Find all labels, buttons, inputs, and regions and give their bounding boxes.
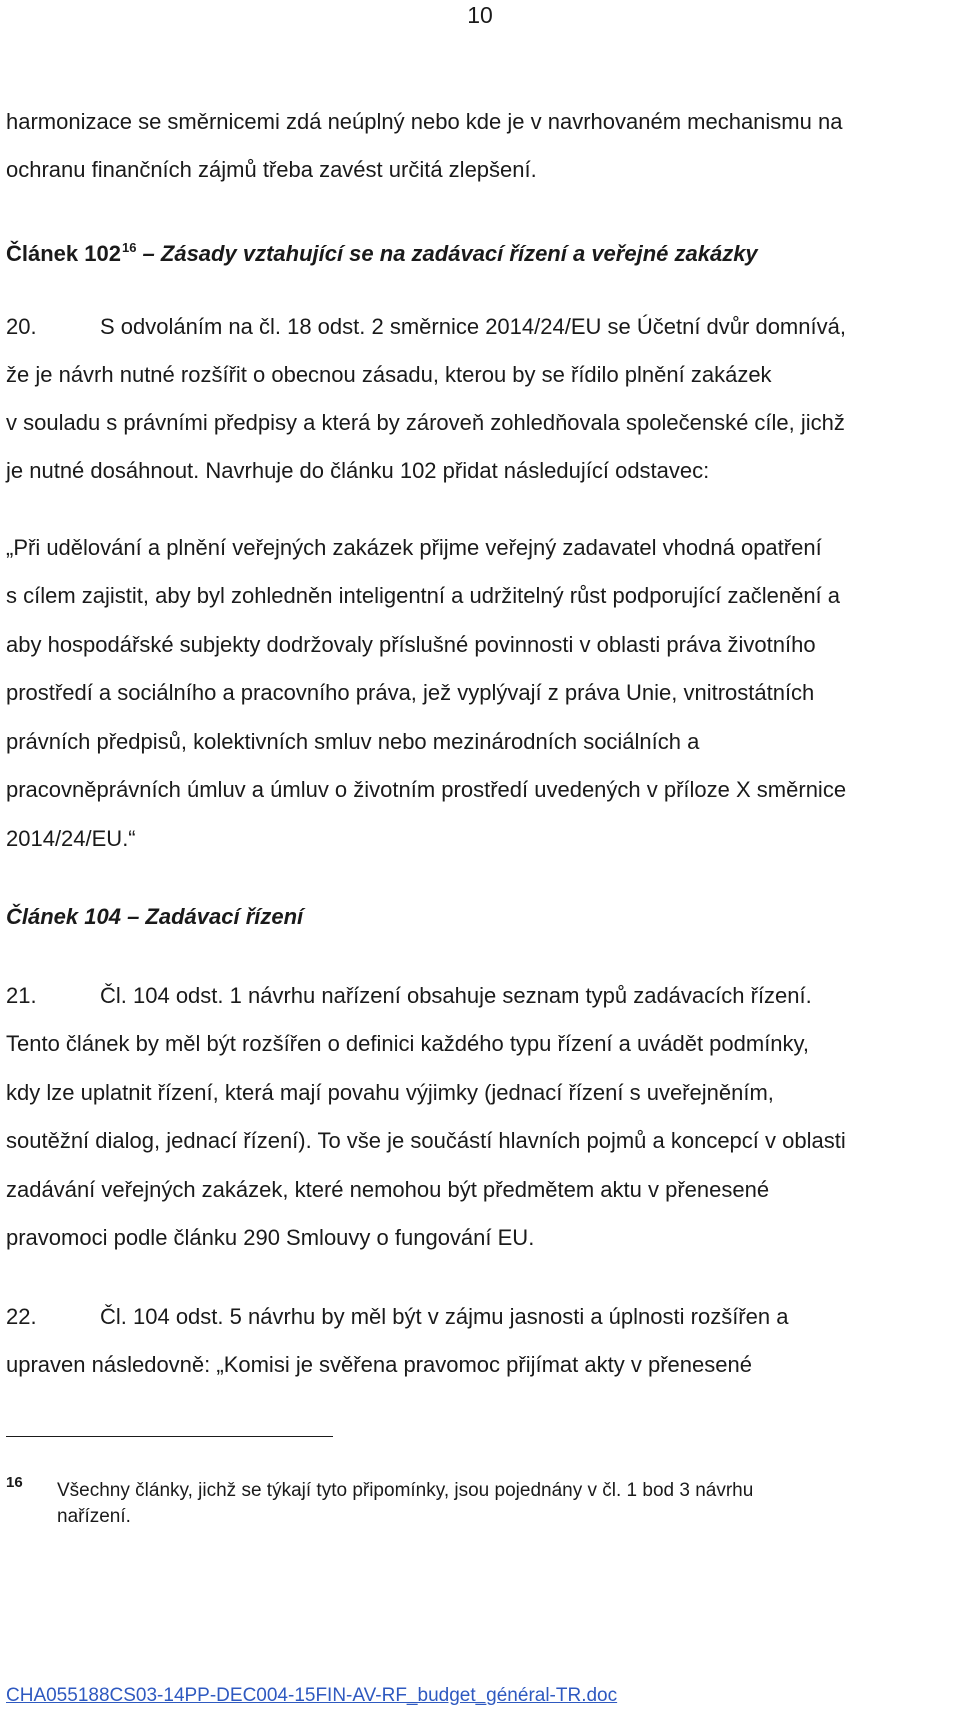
quote-line: s cílem zajistit, aby byl zohledněn inteligentní a udržitelný růst podporující začlenění a xyxy=(6,583,841,608)
paragraph-line: zadávání veřejných zakázek, které nemohou být předmětem aktu v přenesené xyxy=(6,1177,770,1202)
quote-line: „Při udělování a plnění veřejných zakázek přijme veřejný zadavatel vhodná opatření xyxy=(6,535,822,560)
article-104-title: Článek 104 – Zadávací řízení xyxy=(6,904,304,929)
quote-line: 2014/24/EU.“ xyxy=(6,826,136,851)
footnote-mark: 16 xyxy=(6,1474,23,1491)
paragraph-line: soutěžní dialog, jednací řízení). To vše je součástí hlavních pojmů a koncepcí v oblasti xyxy=(6,1128,846,1153)
article-102-title: – Zásady vztahující se na zadávací řízení a veřejné zakázky xyxy=(136,241,758,266)
footnote-separator xyxy=(6,1436,333,1437)
paragraph-line: kdy lze uplatnit řízení, která mají povahu výjimky (jednací řízení s uveřejněním, xyxy=(6,1080,774,1105)
paragraph-line: že je návrh nutné rozšířit o obecnou zásadu, kterou by se řídilo plnění zakázek xyxy=(6,362,772,387)
paragraph-number: 20. xyxy=(6,314,37,339)
article-104-heading xyxy=(6,902,303,932)
paragraph-number: 21. xyxy=(6,983,37,1008)
article-102-heading xyxy=(6,233,758,269)
article-102-label: Článek 102 xyxy=(6,241,121,266)
quote-line: pracovněprávních úmluv a úmluv o životním prostředí uvedených v příloze X směrnice xyxy=(6,777,847,802)
paragraph-text: Čl. 104 odst. 5 návrhu by měl být v zájmu jasnosti a úplnosti rozšířen a xyxy=(100,1304,789,1329)
paragraph-line: Tento článek by měl být rozšířen o definici každého typu řízení a uvádět podmínky, xyxy=(6,1031,810,1056)
paragraph-line: harmonizace se směrnicemi zdá neúplný nebo kde je v navrhovaném mechanismu na xyxy=(6,109,843,134)
paragraph-line: pravomoci podle článku 290 Smlouvy o fungování EU. xyxy=(6,1225,535,1250)
paragraph-text: Čl. 104 odst. 1 návrhu nařízení obsahuje seznam typů zadávacích řízení. xyxy=(100,983,812,1008)
paragraph-line: je nutné dosáhnout. Navrhuje do článku 102 přidat následující odstavec: xyxy=(6,458,710,483)
paragraph-number: 22. xyxy=(6,1304,37,1329)
footnote-reference[interactable]: 16 xyxy=(121,240,137,255)
quote-line: aby hospodářské subjekty dodržovaly příslušné povinnosti v oblasti práva životního xyxy=(6,632,816,657)
paragraph-22-line-1 xyxy=(6,1302,788,1332)
paragraph-line: upraven následovně: „Komisi je svěřena pravomoc přijímat akty v přenesené xyxy=(6,1352,752,1377)
paragraph-line: v souladu s právními předpisy a která by zároveň zohledňovala společenské cíle, jichž xyxy=(6,410,845,435)
paragraph-text: S odvoláním na čl. 18 odst. 2 směrnice 2014/24/EU se Účetní dvůr domnívá, xyxy=(100,314,846,339)
page-number: 10 xyxy=(467,2,493,28)
footnote-text-line: Všechny články, jichž se týkají tyto připomínky, jsou pojednány v čl. 1 bod 3 návrhu xyxy=(57,1480,754,1501)
paragraph-line: ochranu finančních zájmů třeba zavést určitá zlepšení. xyxy=(6,157,537,182)
quote-line: prostředí a sociálního a pracovního práva, jež vyplývají z práva Unie, vnitrostátních xyxy=(6,680,815,705)
footer-filename-link[interactable]: CHA055188CS03-14PP-DEC004-15FIN-AV-RF_budget_général-TR.doc xyxy=(6,1685,618,1706)
paragraph-21-line-1 xyxy=(6,981,812,1011)
quote-line: právních předpisů, kolektivních smluv nebo mezinárodních sociálních a xyxy=(6,729,700,754)
paragraph-20-line-1 xyxy=(6,312,846,342)
footnote-text-line: nařízení. xyxy=(57,1506,131,1527)
